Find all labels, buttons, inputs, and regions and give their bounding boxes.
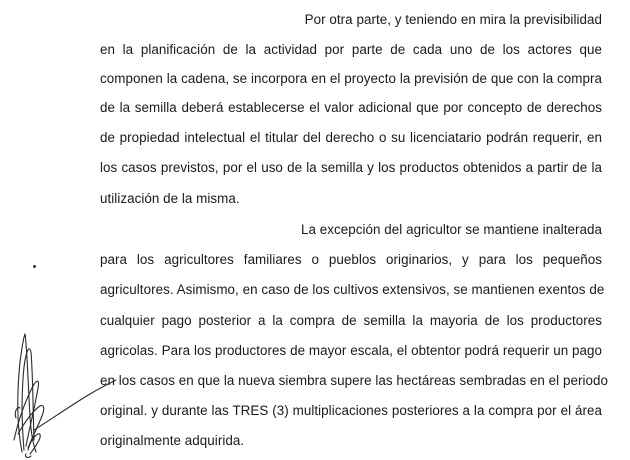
- paragraph-2-line-6: en los casos en que la nueva siembra supere las hectáreas sembradas en el periodo: [100, 373, 608, 388]
- paragraph-1-line-3: componen la cadena, se incorpora en el proyecto la previsión de que con la compra: [100, 71, 602, 86]
- margin-mark: [33, 265, 36, 268]
- paragraph-1-line-5: de propiedad intelectual el titular del derecho o su licenciatario podrán requerir, en: [100, 130, 602, 145]
- paragraph-2-line-3: agricultores. Asimismo, en caso de los cultivos extensivos, se mantienen exentos de: [100, 282, 605, 297]
- paragraph-2-line-1: La excepción del agricultor se mantiene inalterada: [301, 222, 602, 237]
- paragraph-1-line-4: de la semilla deberá establecerse el valor adicional que por concepto de derechos: [100, 100, 602, 115]
- paragraph-2-line-7: original. y durante las TRES (3) multiplicaciones posteriores a la compra por el área: [100, 403, 602, 418]
- paragraph-1-line-7: utilización de la misma.: [100, 191, 240, 206]
- paragraph-2-line-8: originalmente adquirida.: [100, 433, 245, 448]
- paragraph-1-line-2: en la planificación de la actividad por parte de cada uno de los actores que: [100, 42, 602, 57]
- paragraph-1-line-1: Por otra parte, y teniendo en mira la previsibilidad: [304, 12, 602, 27]
- paragraph-2-line-5: agricolas. Para los productores de mayor escala, el obtentor podrá requerir un pago: [100, 343, 602, 358]
- paragraph-1-line-6: los casos previstos, por el uso de la semilla y los productos obtenidos a partir de la: [100, 160, 602, 175]
- paragraph-2-line-4: cualquier pago posterior a la compra de semilla la mayoria de los productores: [100, 313, 602, 328]
- paragraph-2-line-2: para los agricultores familiares o pueblos originarios, y para los pequeños: [100, 252, 602, 267]
- handwritten-signature: [0, 322, 120, 460]
